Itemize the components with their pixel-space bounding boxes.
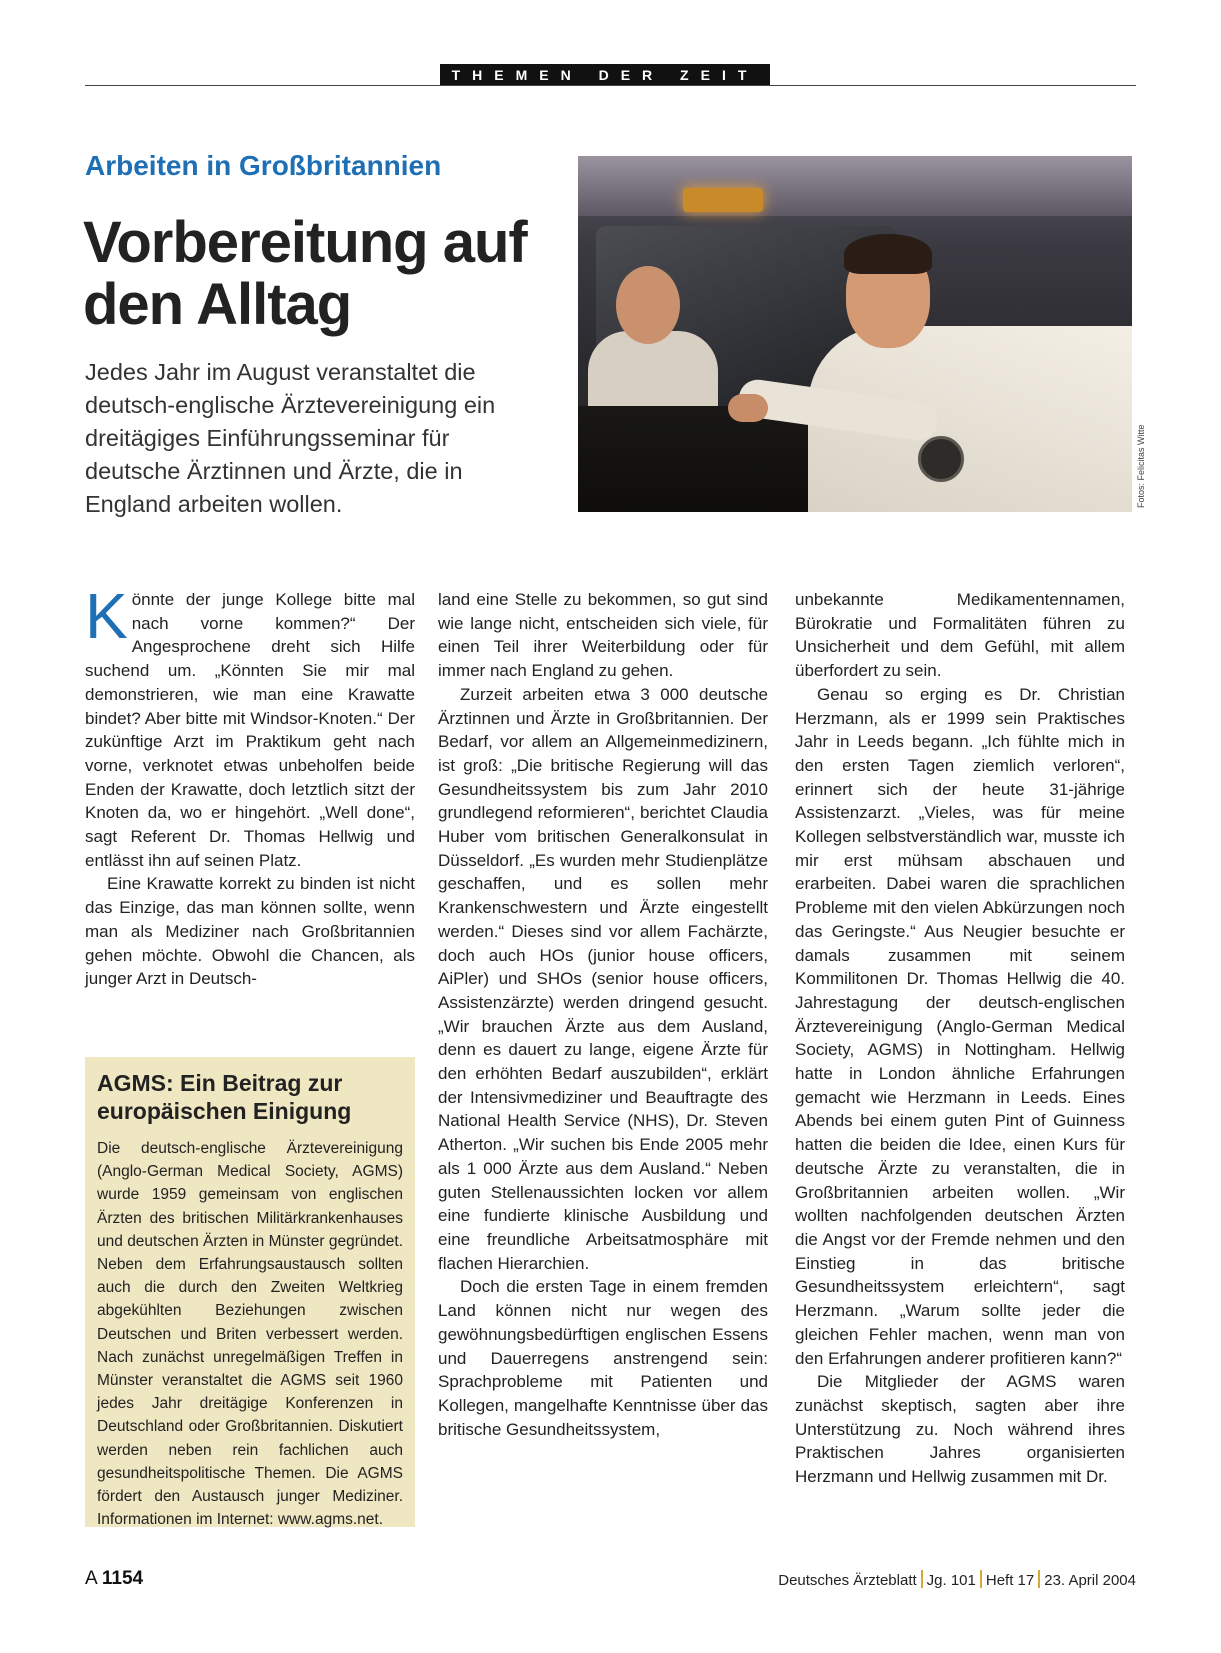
paragraph: Eine Krawatte korrekt zu binden ist nicht das Einzige, das man können sollte, wenn man als Mediziner nach Großbritannien gehen möchte. Obwohl die Chancen, als junger Arzt in Deutsch- — [85, 874, 415, 989]
info-box-text: Die deutsch-englische Ärztevereinigung (Anglo-German Medical Society, AGMS) wurde 1959 gemeinsam von englischen Ärzten des britischen Militärkrankenhauses und deutschen Ärzten in Münster gegründet. Neben dem Erfahrungsaustausch sollten auch die durch den Zweiten Weltkrieg abgekühlten Beziehungen zwischen Deutschen und Briten verbessert werden. Nach zunächst unregelmäßigen Treffen in Münster veranstaltet die AGMS seit 1960 jedes Jahr dreitägige Konferenzen in Deutschland oder Großbritannien. Diskutiert werden neben rein fachlichen auch gesundheitspolitische Themen. Die AGMS fördert den Austausch junger Mediziner. Informationen im Internet: www.agms.net. — [97, 1140, 403, 1529]
issue: Heft 17 — [985, 1572, 1035, 1589]
paragraph: Die Mitglieder der AGMS waren zunächst skeptisch, sagten aber ihre Unterstützung zu. Noch während ihres Praktischen Jahres organisierten Herzmann und Hellwig zusammen mit Dr. — [795, 1372, 1125, 1487]
paragraph: land eine Stelle zu bekommen, so gut sind wie lange nicht, entscheiden sich viele, für einen Teil ihrer Weiterbildung oder für immer nach England zu gehen. — [438, 590, 768, 681]
publication-info — [778, 1570, 1136, 1589]
paragraph: Zurzeit arbeiten etwa 3 000 deutsche Ärztinnen und Ärzte in Großbritannien. Der Bedarf, vor allem an Allgemeinmedizinern, ist groß: „Die britische Regierung will das Gesundheitssystem bis zum Jahr 2010 grundlegend reformieren“, berichtet Claudia Huber vom britischen Generalkonsulat in Düsseldorf. „Es wurden mehr Studienplätze geschaffen, und es sollen mehr Krankenschwestern und Ärzte eingestellt werden.“ Dieses sind vor allem Fachärzte, doch auch HOs (junior house officers, AiPler) und SHOs (senior house officers, Assistenzärzte) werden dringend gesucht. „Wir brauchen Ärzte aus dem Ausland, denn es dauert zu lange, eigene Ärzte für den erhöhten Bedarf auszubilden“, erklärt der Intensivmediziner und Beauftragte des National Health Service (NHS), Dr. Steven Atherton. „Wir suchen bis Ende 2005 mehr als 1 000 Ärzte aus dem Ausland.“ Neben guten Stellenaussichten locken vor allem eine fundierte klinische Ausbildung und eine freundliche Arbeitsatmosphäre mit flachen Hierarchien. — [438, 684, 768, 1273]
info-box — [85, 1057, 415, 1527]
article-column-2 — [438, 588, 768, 1441]
article-headline: Vorbereitung auf den Alltag — [83, 210, 527, 337]
header-rule — [85, 85, 1136, 86]
paragraph: unbekannte Medikamentennamen, Bürokratie und Formalitäten führen zu Unsicherheit und dem Gefühl, mit allem überfordert zu sein. — [795, 590, 1125, 681]
volume: Jg. 101 — [926, 1572, 976, 1589]
paragraph: Doch die ersten Tage in einem fremden Land können nicht nur wegen des gewöhnungsbedürftigen englischen Essens und Dauerregens anstrengend sein: Sprachprobleme mit Patienten und Kollegen, mangelhafte Kenntnisse über das britische Gesundheitssystem, — [438, 1277, 768, 1439]
article-photo — [578, 156, 1132, 512]
section-label: THEMEN DER ZEIT — [440, 64, 770, 86]
info-box-title: AGMS: Ein Beitrag zur europäischen Einigung — [97, 1070, 352, 1124]
issue-date: 23. April 2004 — [1044, 1572, 1136, 1589]
taxi-sign — [683, 188, 763, 212]
article-column-1 — [85, 580, 415, 991]
article-kicker: Arbeiten in Großbritannien — [85, 150, 442, 181]
paragraph: Könnte der junge Kollege bitte mal nach vorne kommen?“ Der Angesprochene dreht sich Hilfe suchend um. „Könnten Sie mir mal demonstrieren, wie man eine Krawatte bindet? Aber bitte mit Windsor-Knoten.“ Der zukünftige Arzt im Praktikum geht nach vorne, verknotet etwas unbeholfen beide Enden der Krawatte, doch letztlich sitzt der Knoten da, wo er hingehört. „Well done“, sagt Referent Dr. Thomas Hellwig und entlässt ihn auf seinen Platz. — [85, 580, 415, 870]
article-deck: Jedes Jahr im August veranstaltet die deutsch-englische Ärztevereinigung ein dreitägiges Einführungsseminar für deutsche Ärztinnen und Ärzte, die in England arbeiten wollen. — [85, 359, 496, 517]
photo-credit: Fotos: Felicitas Witte — [1136, 424, 1146, 508]
article-column-3 — [795, 588, 1125, 1489]
dropcap: K — [85, 580, 128, 652]
paragraph: Genau so erging es Dr. Christian Herzmann, als er 1999 sein Praktisches Jahr in Leeds begann. „Ich fühlte mich in den ersten Tagen ziemlich verloren“, erinnert sich der heute 31-jährige Assistenzarzt. „Vieles, was für meine Kollegen selbstverständlich war, musste ich mir erst mühsam abschauen und erarbeiten. Dabei waren die sprachlichen Probleme mit den vielen Abkürzungen noch das Geringste.“ Aus Neugier besuchte er damals zusammen mit seinem Kommilitonen Dr. Thomas Hellwig die 40. Jahrestagung der deutsch-englischen Ärztevereinigung (Anglo-German Medical Society, AGMS) in Nottingham. Hellwig hatte in London ähnliche Erfahrungen gemacht wie Herzmann in Leeds. Eines Abends bei einem guten Pint of Guinness hatten die beiden die Idee, einen Kurs für deutsche Ärzte zu veranstalten, die in Großbritannien arbeiten wollen. „Wir wollten nachfolgenden deutschen Ärzten die Angst vor der Fremde nehmen und den Einstieg in das britische Gesundheitssystem erleichtern“, sagt Herzmann. „Warum sollte jeder die gleichen Fehler machen, wenn man von den Erfahrungen anderer profitieren kann?“ — [795, 684, 1125, 1368]
journal-name: Deutsches Ärzteblatt — [778, 1572, 917, 1589]
page-number: A 1154 — [85, 1568, 144, 1589]
